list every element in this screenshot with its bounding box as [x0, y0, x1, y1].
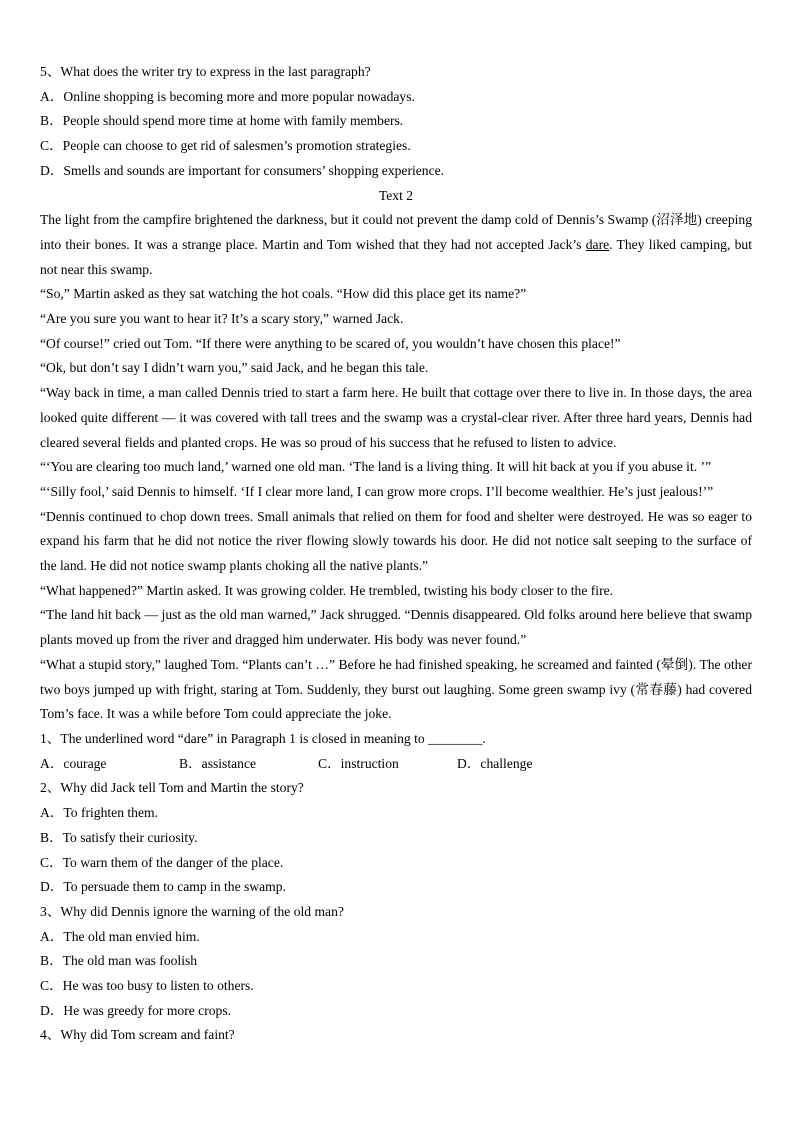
option-a: A．Online shopping is becoming more and more popular nowadays.	[40, 88, 415, 104]
option-d: D．He was greedy for more crops.	[40, 1002, 232, 1018]
option-b: B．To satisfy their curiosity.	[40, 829, 198, 845]
option-a: A．courage	[40, 755, 107, 771]
passage-paragraph	[40, 579, 752, 604]
passage-text: “What a stupid story,” laughed Tom. “Plants can’t …” Before he had finished speaking, he screamed and fainted (晕倒). The other two boys jumped up with fright, staring at Tom. Suddenly, they burst out laughing. Some green swamp ivy (常春藤) had covered Tom’s face. It was a while before Tom could appreciate the joke.	[40, 656, 752, 722]
option-d: D．challenge	[457, 755, 533, 771]
question-stem: 3、Why did Dennis ignore the warning of the old man?	[40, 903, 344, 919]
option-c: C．instruction	[318, 755, 399, 771]
passage-text: “So,” Martin asked as they sat watching the hot coals. “How did this place get its name?”	[40, 286, 527, 302]
question-stem: 5、What does the writer try to express in the last paragraph?	[40, 64, 371, 79]
question-block-5	[40, 60, 752, 184]
question-5-options	[40, 85, 752, 184]
passage-paragraph	[40, 282, 752, 307]
options-row	[40, 752, 752, 777]
passage-paragraph	[40, 332, 752, 357]
text2-heading: Text 2	[378, 187, 414, 203]
option-c: C．To warn them of the danger of the place.	[40, 854, 284, 870]
passage-text: “‘Silly fool,’ said Dennis to himself. ‘If I clear more land, I can grow more crops. I’ll become wealthier. He’s just jealous!’”	[40, 483, 714, 499]
passage-paragraph	[40, 307, 752, 332]
question-block-3	[40, 900, 752, 1024]
option-b: B．The old man was foolish	[40, 953, 198, 969]
passage-text: . They liked camping, but not near this swamp.	[40, 236, 753, 277]
passage-text: “Of course!” cried out Tom. “If there were anything to be scared of, you wouldn’t have chosen this place!”	[40, 335, 621, 351]
passage-paragraph	[40, 653, 752, 727]
question-block-2	[40, 776, 752, 900]
question-stem: 1、The underlined word “dare” in Paragraph 1 is closed in meaning to ________.	[40, 730, 486, 746]
option-d: D．To persuade them to camp in the swamp.	[40, 879, 286, 895]
option-c: C．He was too busy to listen to others.	[40, 978, 254, 994]
passage-text: “Dennis continued to chop down trees. Small animals that relied on them for food and shelter were destroyed. He was so eager to expand his farm that he did not notice the river flowing slowly towards his door. He did not notice salt seeping to the surface of the land. He did not notice swamp plants choking all the native plants.”	[40, 508, 752, 574]
option-b: B．assistance	[179, 755, 257, 771]
reading-passage	[40, 208, 752, 727]
passage-text: The light from the campfire brightened the darkness, but it could not prevent the damp cold of Dennis’s Swamp (沼泽地) creeping into their bones. It was a strange place. Martin and Tom wished that they had not accepted Jack’s	[40, 212, 752, 252]
passage-text: “The land hit back — just as the old man warned,” Jack shrugged. “Dennis disappeared. Old folks around here believe that swamp plants moved up from the river and dragged him underwater. His body was never found.”	[40, 607, 752, 648]
passage-paragraph	[40, 381, 752, 455]
passage-text: “Way back in time, a man called Dennis tried to start a farm here. He built that cottage over there to live in. In those days, the area looked quite different — it was covered with tall trees and the swamp was a crystal-clear river. After three hard years, Dennis had cleared several fields and planted crops. He was so proud of his success that he refused to listen to advice.	[40, 385, 752, 450]
questions-section	[40, 727, 752, 1048]
passage-text: “‘You are clearing too much land,’ warned one old man. ‘The land is a living thing. It will hit back at you if you abuse it. ’”	[40, 459, 712, 475]
question-stem: 2、Why did Jack tell Tom and Martin the story?	[40, 780, 304, 796]
passage-paragraph	[40, 356, 752, 381]
option-a: A．The old man envied him.	[40, 928, 200, 944]
option-c: C．People can choose to get rid of salesmen’s promotion strategies.	[40, 138, 411, 154]
option-b: B．People should spend more time at home with family members.	[40, 113, 404, 129]
passage-paragraph	[40, 480, 752, 505]
passage-text: “Are you sure you want to hear it? It’s a scary story,” warned Jack.	[40, 311, 404, 327]
question-block-1	[40, 727, 752, 776]
option-a: A．To frighten them.	[40, 805, 158, 821]
passage-paragraph	[40, 208, 752, 282]
passage-paragraph	[40, 505, 752, 579]
question-block-4	[40, 1023, 752, 1048]
option-d: D．Smells and sounds are important for consumers’ shopping experience.	[40, 162, 445, 178]
underlined-word: dare	[585, 236, 610, 252]
passage-text: “Ok, but don’t say I didn’t warn you,” said Jack, and he began this tale.	[40, 360, 429, 376]
passage-text: “What happened?” Martin asked. It was growing colder. He trembled, twisting his body closer to the fire.	[40, 582, 614, 598]
passage-paragraph	[40, 455, 752, 480]
question-stem: 4、Why did Tom scream and faint?	[40, 1027, 235, 1043]
passage-paragraph	[40, 603, 752, 652]
